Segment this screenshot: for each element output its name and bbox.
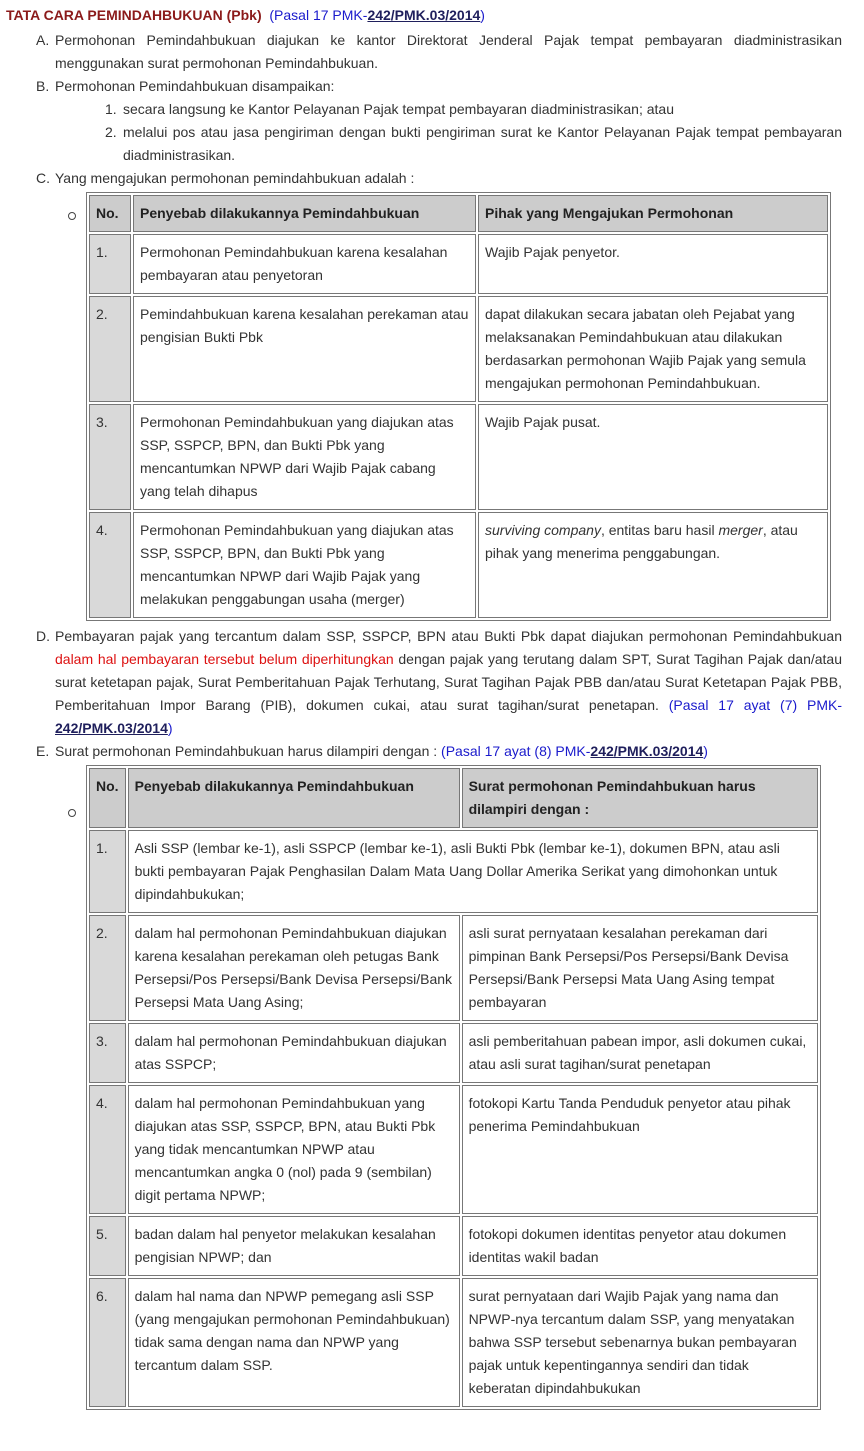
list-item-b — [6, 75, 842, 167]
item-marker: B. — [36, 78, 50, 94]
procedure-list — [6, 29, 842, 1410]
applicant-table — [86, 192, 831, 621]
item-text: Permohonan Pemindahbukuan diajukan ke kantor Direktorat Jenderal Pajak tempat pembayaran diadministrasikan menggunakan surat permohonan Pemindahbukuan. — [55, 32, 842, 71]
table-row — [89, 234, 828, 294]
item-marker: D. — [36, 628, 50, 644]
item-reference — [441, 743, 708, 759]
sub-item — [105, 121, 842, 167]
law-link[interactable]: 242/PMK.03/2014 — [55, 720, 168, 736]
item-marker: E. — [36, 743, 50, 759]
ref-suffix: ) — [703, 743, 708, 759]
ref-prefix: (Pasal 17 PMK- — [269, 7, 368, 23]
ref-suffix: ) — [480, 7, 485, 23]
attachment-table-wrap — [55, 765, 842, 1410]
row-attachment: fotokopi Kartu Tanda Penduduk penyetor atau pihak penerima Pemindahbukuan — [462, 1085, 818, 1214]
title-line — [6, 4, 842, 27]
header-cause: Penyebab dilakukannya Pemindahbukuan — [133, 195, 476, 232]
table-row — [89, 1278, 818, 1407]
circle-bullet-icon — [68, 212, 76, 220]
ref-prefix: (Pasal 17 ayat (7) PMK- — [668, 697, 843, 713]
row-no: 6. — [89, 1278, 126, 1407]
item-text: dengan pajak yang terutang dalam SPT, Surat Tagihan Pajak dan/atau surat ketetapan pajak, Surat Pemberitahuan Pajak Terhutang, Surat Tagihan Pajak PBB dan/atau Surat Ketetapan Pajak PBB, Pemberitahuan Impor Barang (PIB), dokumen cukai, atau surat tagihan/surat penetapan. — [55, 651, 843, 713]
table-row — [89, 915, 818, 1021]
row-cause: dalam hal permohonan Pemindahbukuan diajukan karena kesalahan perekaman oleh petugas Bank Persepsi/Pos Persepsi/Bank Devisa Persepsi/Bank Persepsi Mata Uang Asing; — [128, 915, 460, 1021]
attachment-table — [86, 765, 821, 1410]
row-merged: Asli SSP (lembar ke-1), asli SSPCP (lembar ke-1), asli Bukti Pbk (lembar ke-1), dokumen BPN, atau asli bukti pembayaran Pajak Penghasilan Dalam Mata Uang Dollar Amerika Serikat yang dimohonkan untuk dipindahbukukan; — [128, 830, 818, 913]
row-no: 1. — [89, 234, 131, 294]
party-italic: surviving company — [485, 522, 601, 538]
header-no: No. — [89, 195, 131, 232]
table-row — [89, 512, 828, 618]
table-row — [89, 1216, 818, 1276]
ref-prefix: (Pasal 17 ayat (8) PMK- — [441, 743, 591, 759]
row-no: 3. — [89, 1023, 126, 1083]
row-cause: Permohonan Pemindahbukuan karena kesalahan pembayaran atau penyetoran — [133, 234, 476, 294]
applicant-table-wrap — [55, 192, 842, 621]
title-reference — [269, 7, 485, 23]
row-party — [478, 512, 828, 618]
row-no: 5. — [89, 1216, 126, 1276]
row-no: 4. — [89, 512, 131, 618]
sub-text: melalui pos atau jasa pengiriman dengan bukti pengiriman surat ke Kantor Pelayanan Pajak tempat pembayaran diadministrasikan. — [123, 124, 842, 163]
header-no: No. — [89, 768, 126, 828]
header-attachment: Surat permohonan Pemindahbukuan harus dilampiri dengan : — [462, 768, 818, 828]
table-header-row — [89, 195, 828, 232]
ref-suffix: ) — [167, 720, 173, 736]
row-party: dapat dilakukan secara jabatan oleh Pejabat yang melaksanakan Pemindahbukuan atau dilakukan berdasarkan permohonan Wajib Pajak yang semula mengajukan permohonan Pemindahbukuan. — [478, 296, 828, 402]
sub-marker: 2. — [105, 124, 117, 140]
row-cause: dalam hal permohonan Pemindahbukuan yang diajukan atas SSP, SSPCP, BPN, atau Bukti Pbk yang tidak mencantumkan NPWP atau mencantumkan angka 0 (nol) pada 9 (sembilan) digit pertama NPWP; — [128, 1085, 460, 1214]
item-marker: A. — [36, 32, 50, 48]
row-party: Wajib Pajak penyetor. — [478, 234, 828, 294]
sub-marker: 1. — [105, 101, 117, 117]
sub-item — [105, 98, 842, 121]
list-item-e — [6, 740, 842, 1410]
list-item-a — [6, 29, 842, 75]
table-row — [89, 296, 828, 402]
row-party: Wajib Pajak pusat. — [478, 404, 828, 510]
table-row — [89, 1085, 818, 1214]
table-row — [89, 404, 828, 510]
highlighted-text: dalam hal pembayaran tersebut belum diperhitungkan — [55, 651, 394, 667]
item-text: Pembayaran pajak yang tercantum dalam SSP, SSPCP, BPN atau Bukti Pbk dapat diajukan permohonan Pemindahbukuan — [55, 628, 842, 644]
item-text: Yang mengajukan permohonan pemindahbukuan adalah : — [55, 170, 415, 186]
row-no: 3. — [89, 404, 131, 510]
row-cause: Permohonan Pemindahbukuan yang diajukan atas SSP, SSPCP, BPN, dan Bukti Pbk yang mencantumkan NPWP dari Wajib Pajak yang melakukan penggabungan usaha (merger) — [133, 512, 476, 618]
table-header-row — [89, 768, 818, 828]
table-row — [89, 1023, 818, 1083]
circle-bullet-icon — [68, 809, 76, 817]
list-item-d — [6, 625, 842, 740]
item-text: Permohonan Pemindahbukuan disampaikan: — [55, 78, 335, 94]
row-attachment: fotokopi dokumen identitas penyetor atau dokumen identitas wakil badan — [462, 1216, 818, 1276]
law-link[interactable]: 242/PMK.03/2014 — [590, 743, 704, 759]
row-no: 4. — [89, 1085, 126, 1214]
row-cause: dalam hal nama dan NPWP pemegang asli SSP (yang mengajukan permohonan Pemindahbukuan) tidak sama dengan nama dan NPWP yang tercantum dalam SSP. — [128, 1278, 460, 1407]
party-text: , atau pihak yang menerima penggabungan. — [485, 522, 798, 561]
sub-text: secara langsung ke Kantor Pelayanan Pajak tempat pembayaran diadministrasikan; atau — [123, 101, 674, 117]
row-no: 2. — [89, 915, 126, 1021]
row-no: 1. — [89, 830, 126, 913]
item-marker: C. — [36, 170, 50, 186]
header-cause: Penyebab dilakukannya Pemindahbukuan — [128, 768, 460, 828]
row-cause: Permohonan Pemindahbukuan yang diajukan atas SSP, SSPCP, BPN, dan Bukti Pbk yang mencantumkan NPWP dari Wajib Pajak cabang yang telah dihapus — [133, 404, 476, 510]
row-cause: Pemindahbukuan karena kesalahan perekaman atau pengisian Bukti Pbk — [133, 296, 476, 402]
header-party: Pihak yang Mengajukan Permohonan — [478, 195, 828, 232]
table-row — [89, 830, 818, 913]
page-title: TATA CARA PEMINDAHBUKUAN (Pbk) — [6, 7, 262, 23]
row-cause: badan dalam hal penyetor melakukan kesalahan pengisian NPWP; dan — [128, 1216, 460, 1276]
list-item-c — [6, 167, 842, 621]
submission-methods-list — [55, 98, 842, 167]
row-no: 2. — [89, 296, 131, 402]
item-text: Surat permohonan Pemindahbukuan harus dilampiri dengan : — [55, 743, 442, 759]
row-attachment: asli pemberitahuan pabean impor, asli dokumen cukai, atau asli surat tagihan/surat penetapan — [462, 1023, 818, 1083]
row-cause: dalam hal permohonan Pemindahbukuan diajukan atas SSPCP; — [128, 1023, 460, 1083]
row-attachment: asli surat pernyataan kesalahan perekaman dari pimpinan Bank Persepsi/Pos Persepsi/Bank Devisa Persepsi/Bank Persepsi Mata Uang Asing tempat pembayaran — [462, 915, 818, 1021]
row-attachment: surat pernyataan dari Wajib Pajak yang nama dan NPWP-nya tercantum dalam SSP, yang menyatakan bahwa SSP tersebut sebenarnya bukan pembayaran pajak untuk kepentingannya sendiri dan tidak keberatan dipindahbukukan — [462, 1278, 818, 1407]
party-text: , entitas baru hasil — [600, 522, 719, 538]
law-link[interactable]: 242/PMK.03/2014 — [367, 7, 481, 23]
party-italic: merger — [718, 522, 763, 538]
